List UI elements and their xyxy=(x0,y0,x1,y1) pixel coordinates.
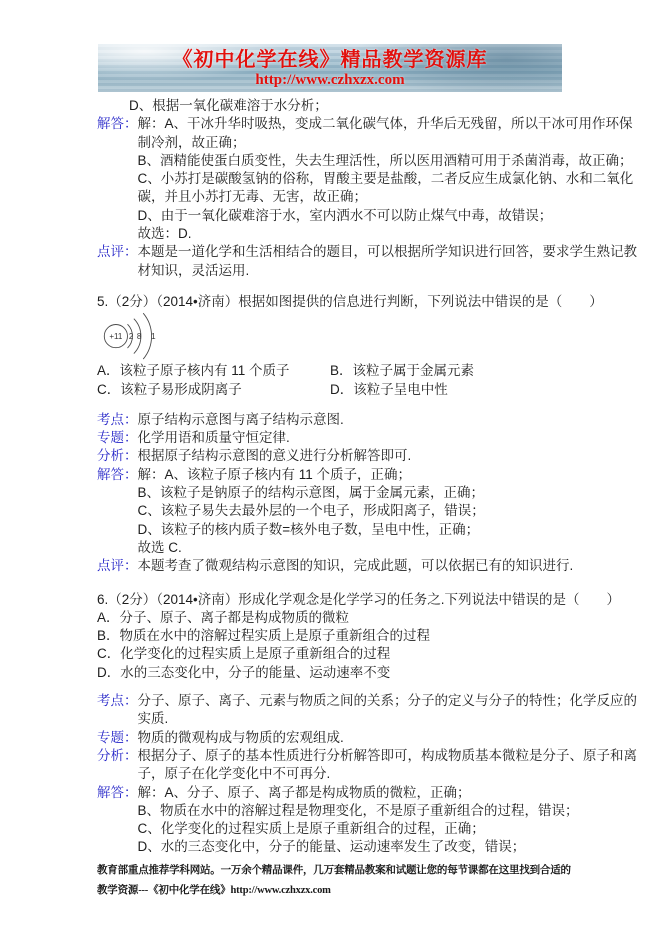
q6-answer-section xyxy=(97,784,579,857)
answer-label: 解答： xyxy=(97,466,138,482)
comment-label: 点评： xyxy=(97,244,138,260)
q6-option-b: B．物质在水中的溶解过程实质上是原子重新组合的过程 xyxy=(97,628,431,644)
q4-answer-section xyxy=(97,115,634,243)
topic-label: 考点： xyxy=(97,411,138,427)
comment-label: 点评： xyxy=(97,558,138,574)
answer-line: 制冷剂，故正确； xyxy=(137,134,246,150)
q5-option-a: A．该粒子原子核内有 11 个质子 xyxy=(97,363,290,379)
q6-option-c: C．化学变化的过程实质上是原子重新组合的过程 xyxy=(97,646,391,662)
q5-option-d: D．该粒子呈电中性 xyxy=(330,381,448,397)
topic-line: 分子、原子、离子、元素与物质之间的关系；分子的定义与分子的特性；化学反应的 xyxy=(137,693,637,709)
topic-label: 考点： xyxy=(97,693,138,709)
answer-label: 解答： xyxy=(97,784,138,800)
answer-label: 解答： xyxy=(97,116,138,132)
q5-options-row-1 xyxy=(97,362,567,380)
shell-1-electrons: 2 xyxy=(128,332,134,342)
subject-label: 专题： xyxy=(97,430,138,446)
topic-text: 原子结构示意图与离子结构示意图. xyxy=(137,411,344,427)
answer-line: C、小苏打是碳酸氢钠的俗称，胃酸主要是盐酸，二者反应生成氯化钠、水和二氧化 xyxy=(137,171,634,187)
footer-url-link[interactable]: http://www.czhxzx.com xyxy=(230,884,331,896)
footer-line-2-text: 教学资源---《初中化学在线》 xyxy=(97,884,231,896)
shell-3-electrons: 1 xyxy=(151,332,156,342)
q5-option-c: C．该粒子易形成阴离子 xyxy=(97,381,242,397)
answer-line: 解：A、干冰升华时吸热，变成二氧化碳气体，升华后无残留，所以干冰可用作环保 xyxy=(137,116,633,132)
document-body xyxy=(97,97,637,901)
q6-stem: 6.（2分）（2014•济南）形成化学观念是化学学习的任务之.下列说法中错误的是（ ） xyxy=(97,591,621,607)
answer-line: B、酒精能使蛋白质变性，失去生理活性，所以医用酒精可用于杀菌消毒，故正确； xyxy=(137,152,633,168)
subject-text: 化学用语和质量守恒定律. xyxy=(137,430,290,446)
q6-subject-section xyxy=(97,729,567,747)
answer-conclusion: 故选：D. xyxy=(137,226,192,242)
answer-line: C、该粒子易失去最外层的一个电子，形成阳离子，错误； xyxy=(137,503,485,519)
q6-option-d: D．水的三态变化中，分子的能量、运动速率不变 xyxy=(97,664,391,680)
topic-line: 实质. xyxy=(137,711,169,727)
answer-line: 解：A、分子、原子、离子都是构成物质的微粒，正确； xyxy=(137,784,471,800)
analysis-label: 分析： xyxy=(97,448,138,464)
footer-line-2 xyxy=(97,881,567,901)
analysis-text: 根据原子结构示意图的意义进行分析解答即可. xyxy=(137,448,412,464)
answer-line: D、由于一氧化碳难溶于水，室内洒水不可以防止煤气中毒，故错误； xyxy=(137,207,553,223)
comment-line: 材知识，灵活运用. xyxy=(137,262,250,278)
q5-comment-section xyxy=(97,557,574,575)
q5-subject-section xyxy=(97,429,567,447)
q5-options-row-2 xyxy=(97,381,567,399)
answer-line: 解：A、该粒子原子核内有 11 个质子，正确； xyxy=(137,466,412,482)
q4-comment-section xyxy=(97,243,637,280)
analysis-label: 分析： xyxy=(97,747,138,763)
site-banner xyxy=(98,44,562,92)
q5-answer-section xyxy=(97,466,567,557)
subject-label: 专题： xyxy=(97,729,138,745)
answer-line: 碳，并且小苏打无毒、无害，故正确； xyxy=(137,189,367,205)
answer-line: B、该粒子是钠原子的结构示意图，属于金属元素，正确； xyxy=(137,485,485,501)
q6-option-a: A．分子、原子、离子都是构成物质的微粒 xyxy=(97,609,350,625)
q6-analysis-section xyxy=(97,747,637,784)
q5-analysis-section xyxy=(97,447,567,465)
answer-line: D、该粒子的核内质子数=核外电子数，呈电中性，正确； xyxy=(137,521,480,537)
q4-option-d-analysis: D、根据一氧化碳难溶于水分析； xyxy=(129,98,328,113)
answer-line: D、水的三态变化中，分子的能量、运动速率发生了改变，错误； xyxy=(137,839,526,855)
comment-text: 本题考查了微观结构示意图的知识，完成此题，可以依据已有的知识进行. xyxy=(137,558,574,574)
page-footer xyxy=(97,861,571,901)
answer-line: C、化学变化的过程实质上是原子重新组合的过程，正确； xyxy=(137,821,485,837)
answer-conclusion: 故选 C. xyxy=(137,539,182,555)
analysis-line: 子，原子在化学变化中不可再分. xyxy=(137,766,331,782)
banner-title: 《初中化学在线》精品教学资源库 xyxy=(172,48,488,71)
q5-topic-section xyxy=(97,411,567,429)
comment-line: 本题是一道化学和生活相结合的题目，可以根据所学知识进行回答，要求学生熟记教 xyxy=(137,244,637,260)
q6-topic-section xyxy=(97,692,637,729)
analysis-line: 根据分子、原子的基本性质进行分析解答即可，构成物质基本微粒是分子、原子和离 xyxy=(137,747,637,763)
q5-option-b: B．该粒子属于金属元素 xyxy=(330,363,475,379)
q5-stem: 5.（2分）（2014•济南）根据如图提供的信息进行判断，下列说法中错误的是（ ） xyxy=(97,293,603,309)
banner-url-link[interactable]: http://www.czhxzx.com xyxy=(255,71,405,88)
subject-text: 物质的微观构成与物质的宏观组成. xyxy=(137,729,344,745)
shell-2-electrons: 8 xyxy=(136,332,142,342)
answer-line: B、物质在水中的溶解过程是物理变化，不是原子重新组合的过程，错误； xyxy=(137,802,579,818)
atom-structure-diagram xyxy=(98,312,567,362)
footer-line-1: 教育部重点推荐学科网站。一万余个精品课件，几万套精品教案和试题让您的每节课都在这里找到合适的 xyxy=(97,864,571,876)
nucleus-charge: +11 xyxy=(109,332,123,342)
